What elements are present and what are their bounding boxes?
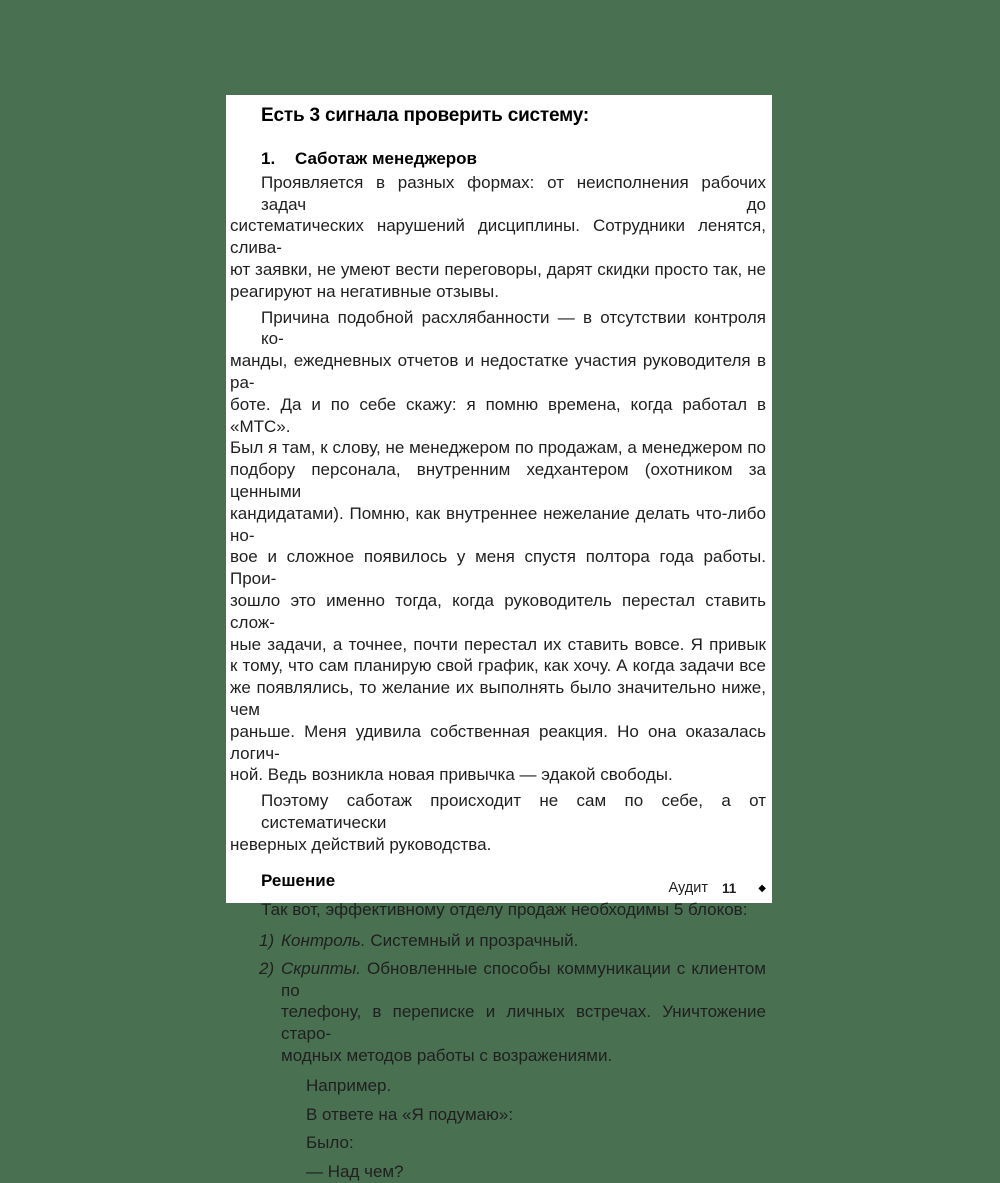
text-line: Было: (306, 1133, 354, 1153)
section-number: 1. (261, 149, 276, 168)
list-marker: 1) (259, 931, 275, 951)
text-line: систематических нарушений дисциплины. Сотрудники ленятся, слива- (230, 216, 766, 258)
text-line: реагируют на негативные отзывы. (230, 281, 499, 301)
text-line: неверных действий руководства. (230, 834, 492, 854)
diamond-icon: ◆ (758, 882, 766, 894)
text-line: ют заявки, не умеют вести переговоры, дарят скидки просто так, не (230, 259, 766, 279)
footer-section-label: Аудит (668, 880, 709, 896)
section-heading-text: Саботаж менеджеров (295, 149, 478, 168)
list-term: Скрипты. (281, 958, 361, 978)
text-line: модных методов работы с возражениями. (281, 1046, 613, 1066)
paragraph (230, 790, 766, 855)
text-line: к тому, что сам планирую свой график, как хочу. А когда задачи все (230, 656, 766, 676)
page-title: Есть 3 сигнала проверить систему: (261, 105, 589, 126)
book-page (226, 95, 772, 1182)
footer-page-number: 11 (722, 880, 737, 896)
paragraph (230, 172, 766, 303)
text-line (281, 958, 766, 1002)
text-line: Например. (306, 1075, 392, 1095)
page-footer (669, 880, 766, 896)
page-content (226, 95, 772, 1183)
solution-heading: Решение (261, 870, 336, 890)
text-line: В ответе на «Я подумаю»: (306, 1104, 514, 1124)
text-line: телефону, в переписке и личных встречах. Уничтожение старо- (281, 1002, 766, 1044)
text-line: Проявляется в разных формах: от неисполнения рабочих задач до (261, 172, 766, 214)
paragraph (230, 307, 766, 787)
text-line: манды, ежедневных отчетов и недостатке участия руководителя в ра- (230, 351, 766, 392)
list-item-scripts (230, 958, 766, 1067)
text-line: Поэтому саботаж происходит не сам по себе, а от систематически (261, 791, 766, 832)
example-block (230, 1075, 766, 1183)
text-line: Так вот, эффективному отделу продаж необходимы 5 блоков: (261, 900, 748, 920)
list-term: Контроль. (281, 931, 366, 951)
text-line: ные задачи, а точнее, почти перестал их ставить вовсе. Я привык (230, 634, 766, 654)
text-line: Причина подобной расхлябанности — в отсутствии контроля ко- (261, 307, 766, 349)
list-text: Обновленные способы коммуникации с клиентом по (281, 958, 766, 1000)
list-item-control (230, 930, 766, 952)
text-line: ной. Ведь возникла новая привычка — эдакой свободы. (230, 765, 673, 785)
text-line: вое и сложное появилось у меня спустя полтора года работы. Прои- (230, 547, 766, 589)
text-line: Был я там, к слову, не менеджером по продажам, а менеджером по (230, 438, 766, 458)
list-marker: 2) (259, 958, 275, 978)
list-text: Системный и прозрачный. (370, 931, 579, 951)
text-line: — Над чем? (306, 1162, 404, 1182)
text-line: же появлялись, то желание их выполнять было значительно ниже, чем (230, 678, 766, 719)
section-heading (230, 148, 766, 170)
text-line: кандидатами). Помню, как внутреннее нежелание делать что-либо но- (230, 503, 766, 545)
intro-paragraph (230, 899, 766, 921)
text-line: зошло это именно тогда, когда руководитель перестал ставить слож- (230, 590, 766, 632)
text-line: подбору персонала, внутренним хедхантером (охотником за ценными (230, 460, 766, 501)
text-line (281, 930, 766, 952)
text-line: раньше. Меня удивила собственная реакция. Но она оказалась логич- (230, 721, 766, 763)
text-line: боте. Да и по себе скажу: я помню времена, когда работал в «МТС». (230, 394, 766, 436)
